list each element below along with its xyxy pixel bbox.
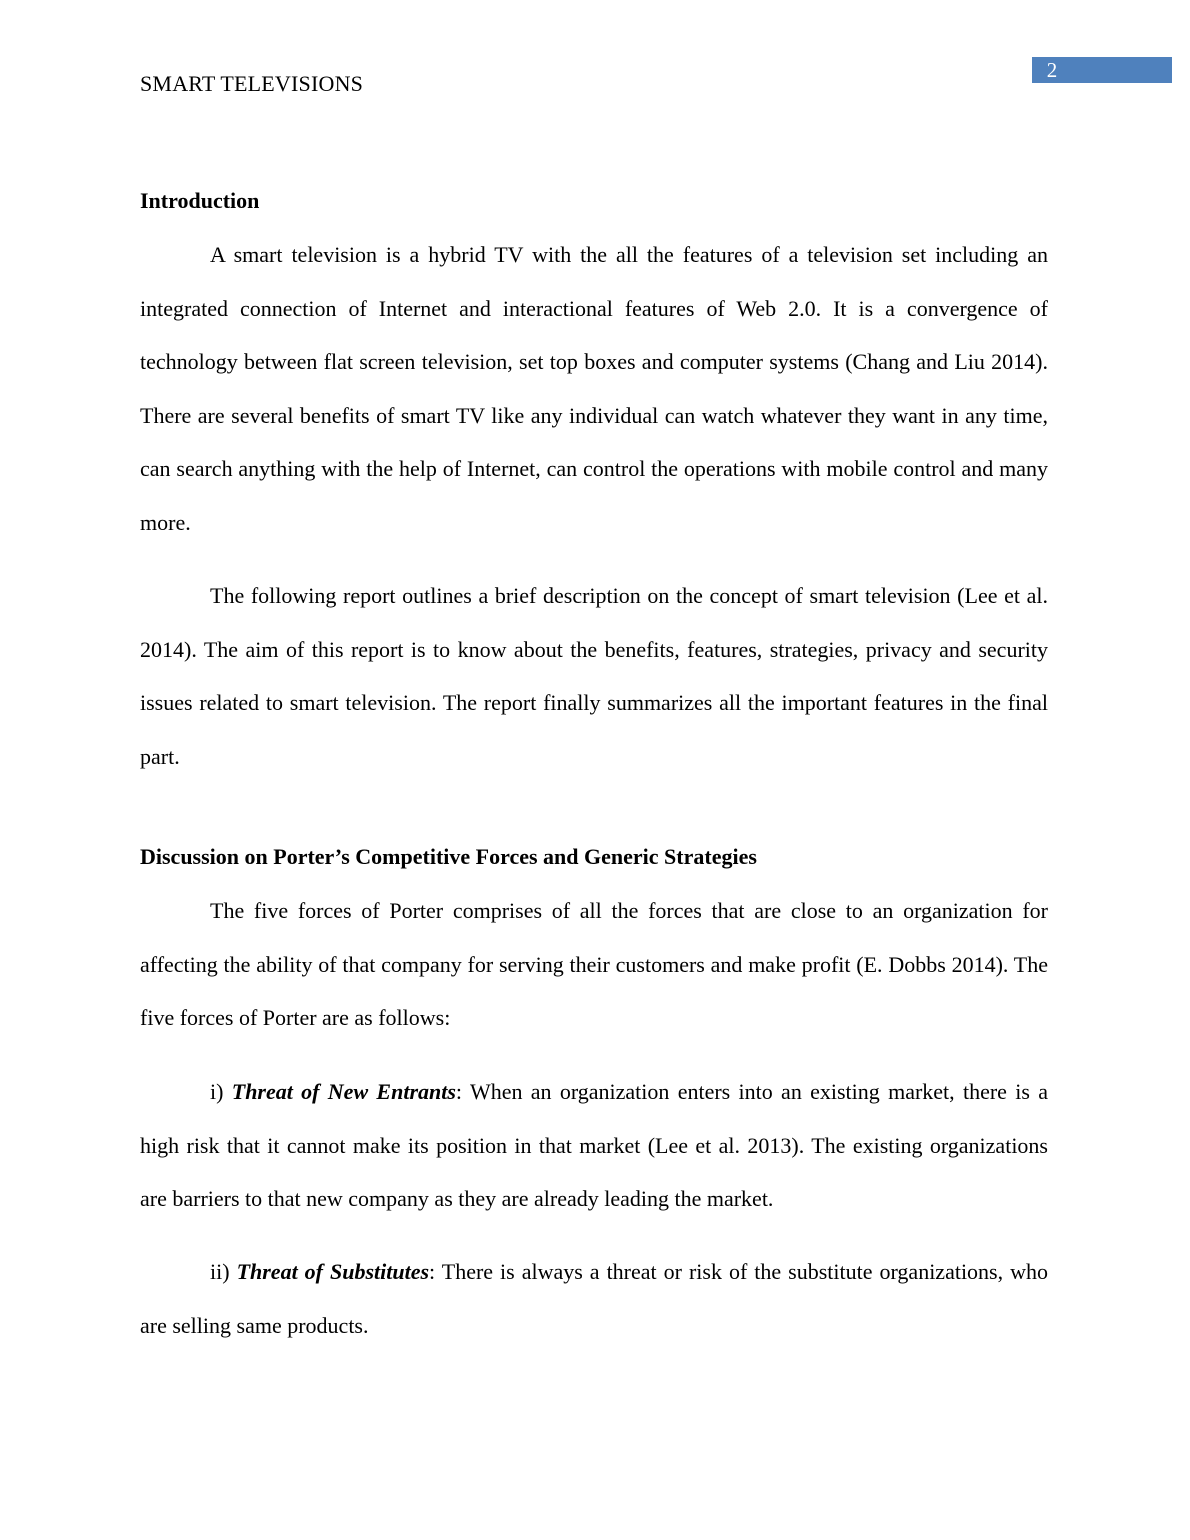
force-item-1-term: Threat of New Entrants: [231, 1079, 456, 1104]
introduction-paragraph-1: A smart television is a hybrid TV with the all the features of a television set including an integrated connection of Internet and interactional features of Web 2.0. It is a convergence of technology between flat screen television, set top boxes and computer systems (Chang and Liu 2014). There are several benefits of smart TV like any individual can watch whatever they want in any time, can search anything with the help of Internet, can control the operations with mobile control and many more.: [140, 242, 1048, 535]
discussion-paragraph-1-block: [140, 884, 1048, 1045]
force-item-2-term: Threat of Substitutes: [236, 1259, 430, 1284]
introduction-section: [140, 187, 1048, 215]
force-item-1: [140, 1065, 1048, 1226]
page-number-bar: [1032, 57, 1172, 83]
introduction-paragraph-2: The following report outlines a brief description on the concept of smart television (Lee et al. 2014). The aim of this report is to know about the benefits, features, strategies, privacy and security issues related to smart television. The report finally summarizes all the important features in the final part.: [140, 583, 1048, 769]
force-item-1-marker: i): [210, 1079, 232, 1104]
force-item-1-block: [140, 1065, 1048, 1226]
force-item-2-marker: ii): [210, 1259, 237, 1284]
introduction-heading: Introduction: [140, 188, 260, 213]
page-number: 2: [1046, 58, 1058, 82]
force-item-2-block: [140, 1245, 1048, 1352]
introduction-paragraph-2-block: [140, 569, 1048, 783]
introduction-paragraph-1-block: [140, 228, 1048, 550]
force-item-2-text: : There is always a threat or risk of the substitute organizations, who are selling same products.: [140, 1259, 1049, 1338]
discussion-section: [140, 843, 1048, 871]
discussion-heading: Discussion on Porter’s Competitive Forces and Generic Strategies: [140, 844, 757, 869]
running-head: SMART TELEVISIONS: [140, 71, 364, 96]
force-item-1-text: : When an organization enters into an existing market, there is a high risk that it cannot make its position in that market (Lee et al. 2013). The existing organizations are barriers to that new company as they are already leading the market.: [140, 1079, 1048, 1212]
discussion-paragraph-1: The five forces of Porter comprises of all the forces that are close to an organization for affecting the ability of that company for serving their customers and make profit (E. Dobbs 2014). The five forces of Porter are as follows:: [140, 898, 1048, 1031]
force-item-2: [140, 1245, 1048, 1352]
